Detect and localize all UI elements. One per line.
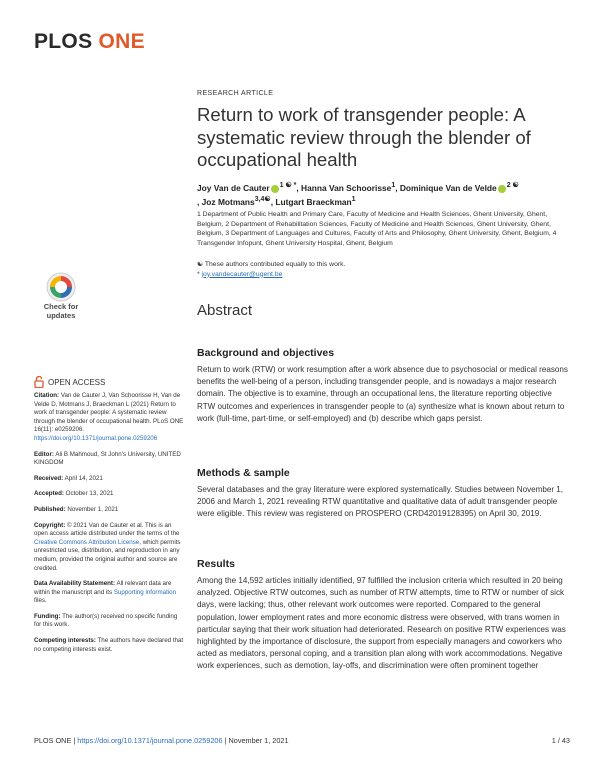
email-link[interactable]: joy.vandecauter@ugent.be bbox=[201, 270, 283, 278]
published-block: Published: November 1, 2021 bbox=[34, 505, 119, 513]
open-access-label: OPEN ACCESS bbox=[34, 376, 105, 388]
logo-plos: PLOS bbox=[34, 30, 93, 53]
open-lock-icon bbox=[34, 376, 44, 388]
crossmark-icon bbox=[38, 272, 84, 302]
editor-block: Editor: Ali B Mahmoud, St John's University, UNITED KINGDOM bbox=[34, 450, 181, 467]
supporting-information-link[interactable]: Supporting information bbox=[113, 588, 177, 596]
corresponding-email: * joy.vandecauter@ugent.be bbox=[197, 270, 283, 278]
page-number: 1 / 43 bbox=[551, 736, 570, 745]
footer-doi-link[interactable]: https://doi.org/10.1371/journal.pone.0259206 bbox=[77, 736, 223, 745]
author-notes bbox=[197, 260, 569, 279]
competing-interests-block: Competing interests: The authors have declared that no competing interests exist. bbox=[34, 637, 184, 653]
section-heading-results: Results bbox=[197, 558, 235, 570]
check-for-updates-badge[interactable] bbox=[36, 272, 86, 328]
article-type: RESEARCH ARTICLE bbox=[197, 90, 274, 97]
article-title: Return to work of transgender people: A systematic review through the blender of occupational health bbox=[197, 104, 531, 170]
footer-date: November 1, 2021 bbox=[228, 736, 289, 745]
journal-logo bbox=[34, 30, 145, 54]
abstract-heading: Abstract bbox=[197, 302, 253, 319]
logo-one: ONE bbox=[98, 30, 145, 53]
data-availability-block: Data Availability Statement: All relevant data are within the manuscript and its Supporting information files. bbox=[34, 580, 177, 605]
section-heading-background: Background and objectives bbox=[197, 347, 335, 359]
citation-doi-link[interactable]: https://doi.org/10.1371/journal.pone.0259206 bbox=[34, 434, 158, 442]
article-metadata bbox=[34, 392, 184, 661]
orcid-icon[interactable] bbox=[498, 185, 506, 193]
crossmark-label: Check for updates bbox=[43, 302, 79, 320]
funding-block: Funding: The author(s) received no specific funding for this work. bbox=[34, 612, 178, 629]
footer-left: PLOS ONE | https://doi.org/10.1371/journal.pone.0259206 | November 1, 2021 bbox=[34, 736, 289, 745]
author-list: Joy Van de Cauter $^{1 ☯ *}$, Hanna Van Schoorisse$^1$, Dominique Van de Velde $^{2 ☯}$ , Joz Motmans$^{3,4☯}$, Lutgart Braeckman$^1$ bbox=[197, 182, 519, 208]
section-text-methods: Several databases and the gray literature were explored systematically. Studies between November 1, 2006 and March 1, 2021 revealing RTW quantitative and qualitative data of adult transgender people were eligible. This review was registered on PROSPERO (CRD42019128395) on April 30, 2019. bbox=[197, 485, 564, 519]
section-heading-methods: Methods & sample bbox=[197, 467, 290, 479]
accepted-block: Accepted: October 13, 2021 bbox=[34, 490, 114, 498]
orcid-icon[interactable] bbox=[271, 185, 279, 193]
section-text-background: Return to work (RTW) or work resumption after a work absence due to psychosocial or medical reasons benefits the well-being of a person, including transgender people, and is nowadays a major research domain. The objective is to examine, through an occupational lens, the literature reporting objective RTW outcomes and experiences in transgender people to (a) synthesize what is known about return to work (full-time, part-time, or self-employed) and (b) describe which gaps persist. bbox=[197, 365, 568, 423]
received-block: Received: April 14, 2021 bbox=[34, 474, 103, 482]
license-link[interactable]: Creative Commons Attribution License bbox=[34, 538, 140, 546]
equal-contribution-note: ☯ These authors contributed equally to this work. bbox=[197, 261, 346, 268]
section-text-results: Among the 14,592 articles initially identified, 97 fulfilled the inclusion criteria which resulted in 20 being analyzed. Objective RTW outcomes, such as number of RTW attempts, time to RTW or number of sick days, were lacking; thus, other relevant work outcomes were reported. Compared to the general population, lower employment rates and more economic distress were observed, with trans women in particular saying that their work situation had deteriorated. Research on positive RTW experiences was highlighted by the importance of disclosure, the support from especially managers and coworkers who acted as mediators, personal coping, and a transition plan along with work accommodations. Negative work experiences, such as demotion, lay-offs, and discrimination were often prominent together bbox=[197, 576, 566, 671]
copyright-block: Copyright: © 2021 Van de Cauter et al. This is an open access article distributed under the terms of the Creative Commons Attribution License, which permits unrestricted use, distribution, and reproduction in any medium, provided the original author and source are credited. bbox=[34, 521, 181, 572]
affiliations: 1 Department of Public Health and Primary Care, Faculty of Medicine and Health Sciences, Ghent University, Ghent, Belgium, 2 Department of Rehabilitation Sciences, Faculty of Medicine and Health Sciences, Ghent University, Ghent, Belgium, 3 Department of Languages and Cultures, Faculty of Arts and Philosophy, Ghent University, Ghent, Belgium, 4 Transgender Infopunt, Ghent University Hospital, Ghent, Belgium bbox=[197, 211, 557, 247]
footer-journal: PLOS ONE bbox=[34, 736, 72, 745]
citation-block: Citation: Van de Cauter J, Van Schoorisse H, Van de Velde D, Motmans J, Braeckman L (2021) Return to work of transgender people: A systematic review through the blender of occupational health. PLoS ONE 16(11): e0259206. https://doi.org/10.1371/journal.pone.0259206 bbox=[34, 392, 184, 442]
page-footer bbox=[34, 736, 570, 745]
